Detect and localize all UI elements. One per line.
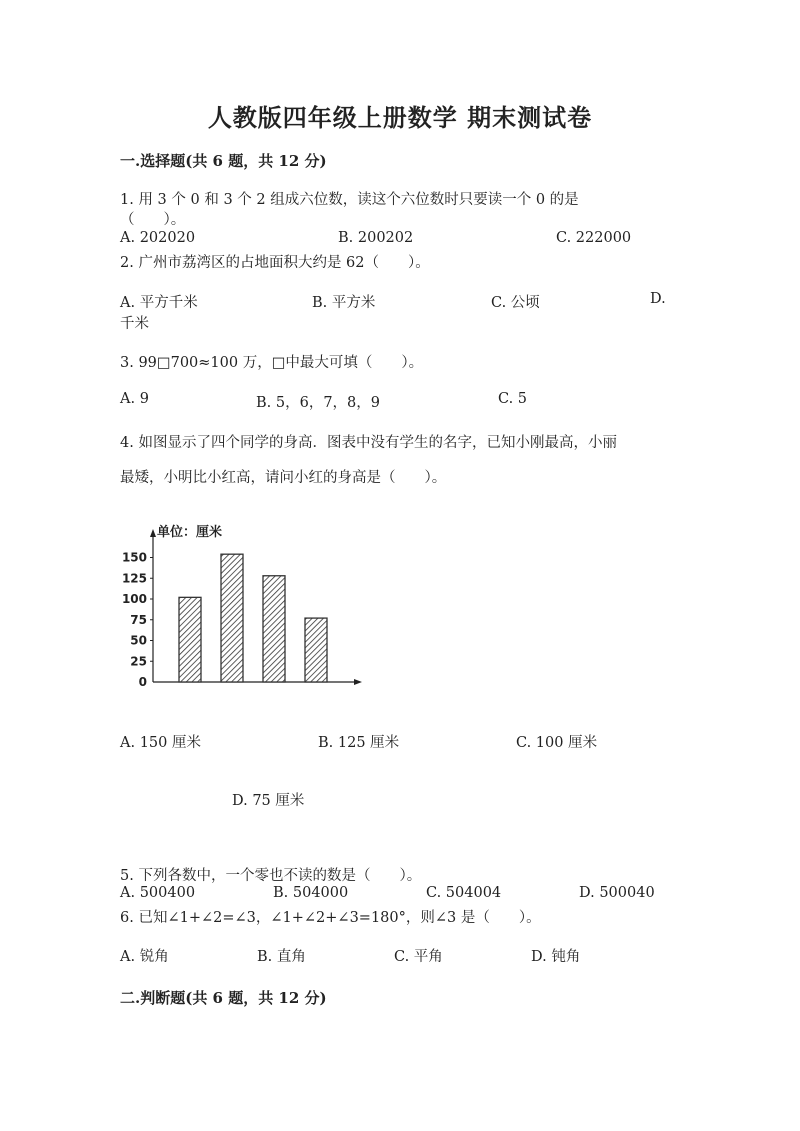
q5-option-b: B. 504000	[273, 885, 349, 901]
page-title: 人教版四年级上册数学 期末测试卷	[207, 103, 593, 132]
q2-option-a: A. 平方千米	[120, 295, 198, 311]
chart-bar	[305, 618, 327, 682]
q4-option-c: C. 100 厘米	[516, 735, 598, 751]
q2-option-d-wrap: 千米	[120, 316, 149, 332]
q5-option-d: D. 500040	[579, 885, 655, 901]
q3-option-a: A. 9	[120, 391, 149, 407]
section-heading-choice: 一.选择题(共 6 题，共 12 分)	[120, 152, 327, 170]
q1-option-b: B. 200202	[338, 230, 414, 246]
q6-option-b: B. 直角	[257, 949, 306, 965]
q4-option-d: D. 75 厘米	[232, 793, 305, 809]
y-tick-label: 125	[121, 571, 147, 586]
q6-option-c: C. 平角	[394, 949, 443, 965]
chart-bar	[263, 576, 285, 682]
q4-stem-line1: 4. 如图显示了四个同学的身高．图表中没有学生的名字，已知小刚最高，小丽	[120, 435, 617, 451]
q1-option-a: A. 202020	[120, 230, 196, 246]
y-tick-label: 50	[130, 633, 147, 648]
x-axis-arrow	[354, 679, 362, 685]
q3-stem: 3. 99□700≈100 万，□中最大可填（ ）。	[120, 355, 424, 371]
q1-stem-line2: （ ）。	[120, 212, 186, 228]
chart-unit-label: 单位：厘米	[157, 525, 223, 540]
q4-stem-line2: 最矮，小明比小红高，请问小红的身高是（ ）。	[120, 470, 447, 486]
q1-stem-line1: 1. 用 3 个 0 和 3 个 2 组成六位数，读这个六位数时只要读一个 0 的是	[120, 192, 579, 208]
chart-bar	[179, 597, 201, 682]
y-tick-label: 75	[130, 612, 147, 627]
y-tick-label: 0	[138, 675, 147, 689]
q1-option-c: C. 222000	[556, 230, 632, 246]
chart-bar	[221, 554, 243, 682]
section-heading-judgement: 二.判断题(共 6 题，共 12 分)	[120, 989, 327, 1007]
q4-option-b: B. 125 厘米	[318, 735, 400, 751]
q2-option-c: C. 公顷	[491, 295, 540, 311]
q3-option-b: B. 5，6，7，8，9	[256, 395, 381, 411]
q5-option-c: C. 504004	[426, 885, 502, 901]
y-tick-label: 100	[121, 592, 147, 606]
q6-stem: 6. 已知∠1+∠2=∠3，∠1+∠2+∠3=180°，则∠3 是（ ）。	[120, 910, 541, 926]
q4-option-a: A. 150 厘米	[120, 735, 201, 751]
y-axis-arrow	[150, 529, 156, 537]
q2-option-d: D.	[650, 291, 666, 307]
y-tick-label: 150	[121, 550, 147, 565]
q3-option-c: C. 5	[498, 391, 528, 407]
q2-option-b: B. 平方米	[312, 295, 376, 311]
q6-option-a: A. 锐角	[120, 949, 169, 965]
q5-stem: 5. 下列各数中，一个零也不读的数是（ ）。	[120, 868, 422, 884]
q5-option-a: A. 500400	[120, 885, 196, 901]
q2-stem: 2. 广州市荔湾区的占地面积大约是 62（ ）。	[120, 255, 430, 271]
y-tick-label: 25	[130, 654, 147, 669]
height-bar-chart	[115, 515, 375, 700]
q6-option-d: D. 钝角	[531, 949, 581, 965]
